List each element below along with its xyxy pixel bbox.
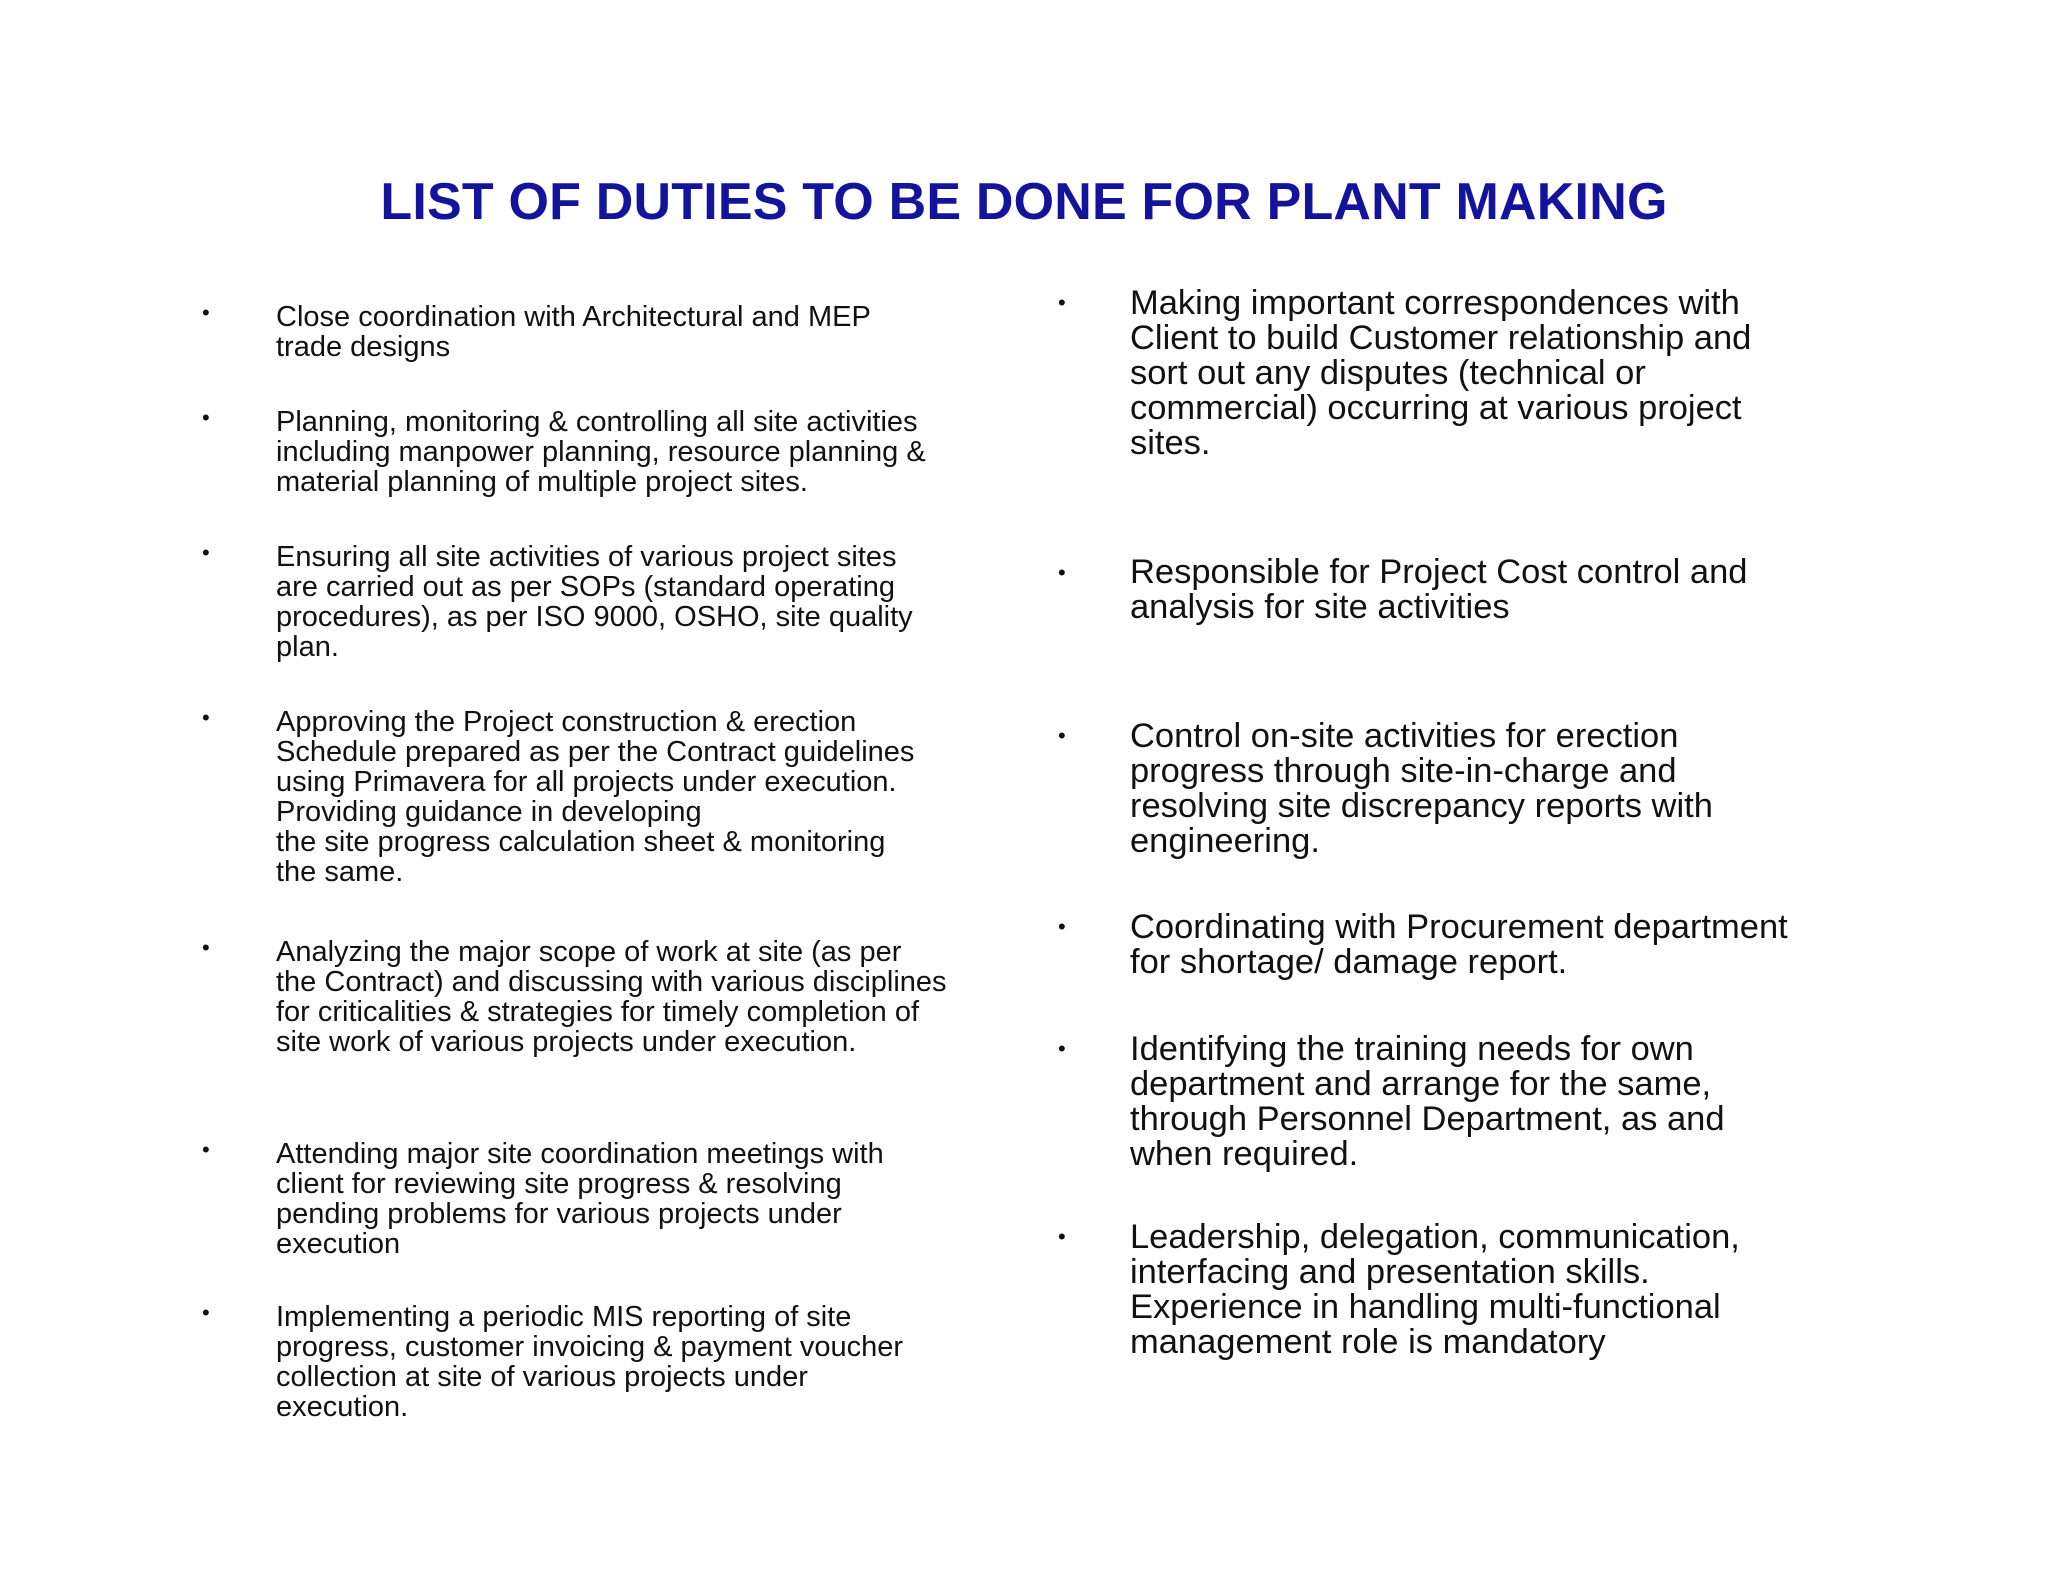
right-item-text: Coordinating with Procurement department for shortage/ damage report. <box>1130 908 1788 981</box>
bullet-icon: • <box>1058 914 1066 939</box>
page-title: LIST OF DUTIES TO BE DONE FOR PLANT MAKING <box>380 173 1668 231</box>
right-item-text: Leadership, delegation, communication, interfacing and presentation skills. Experience in handling multi-functional management role is mandatory <box>1130 1218 1740 1361</box>
bullet-icon: • <box>202 935 210 960</box>
left-item-text: Ensuring all site activities of various project sites are carried out as per SOPs (standard operating procedures), as per ISO 9000, OSHO, site quality plan. <box>276 541 913 663</box>
right-item-text: Identifying the training needs for own department and arrange for the same, through Personnel Department, as and when required. <box>1130 1030 1725 1173</box>
right-item-text: Responsible for Project Cost control and analysis for site activities <box>1130 553 1748 626</box>
right-item-text: Making important correspondences with Client to build Customer relationship and sort out any disputes (technical or commercial) occurring at various project sites. <box>1130 284 1752 462</box>
left-item-text: Planning, monitoring & controlling all site activities including manpower planning, resource planning & material planning of multiple project sites. <box>276 406 926 498</box>
bullet-icon: • <box>202 540 210 565</box>
bullet-icon: • <box>202 1300 210 1325</box>
bullet-icon: • <box>1058 723 1066 748</box>
bullet-icon: • <box>202 300 210 325</box>
left-item-text: Approving the Project construction & erection Schedule prepared as per the Contract guidelines using Primavera for all projects under execution. Providing guidance in developing the site progress calculation sheet & monitoring the same. <box>276 706 915 888</box>
bullet-icon: • <box>1058 560 1066 585</box>
bullet-icon: • <box>202 405 210 430</box>
bullet-icon: • <box>1058 1036 1066 1061</box>
bullet-icon: • <box>202 705 210 730</box>
bullet-icon: • <box>1058 1224 1066 1249</box>
left-item-text: Attending major site coordination meetings with client for reviewing site progress & resolving pending problems for various projects under execution <box>276 1138 884 1260</box>
left-item-text: Close coordination with Architectural and MEP trade designs <box>276 301 871 363</box>
bullet-icon: • <box>1058 290 1066 315</box>
bullet-icon: • <box>202 1137 210 1162</box>
left-item-text: Implementing a periodic MIS reporting of site progress, customer invoicing & payment voucher collection at site of various projects under execution. <box>276 1301 904 1423</box>
right-item-text: Control on-site activities for erection progress through site-in-charge and resolving site discrepancy reports with engineering. <box>1130 717 1713 860</box>
left-item-text: Analyzing the major scope of work at site (as per the Contract) and discussing with various disciplines for criticalities & strategies for timely completion of site work of various projects under execution. <box>276 936 947 1058</box>
